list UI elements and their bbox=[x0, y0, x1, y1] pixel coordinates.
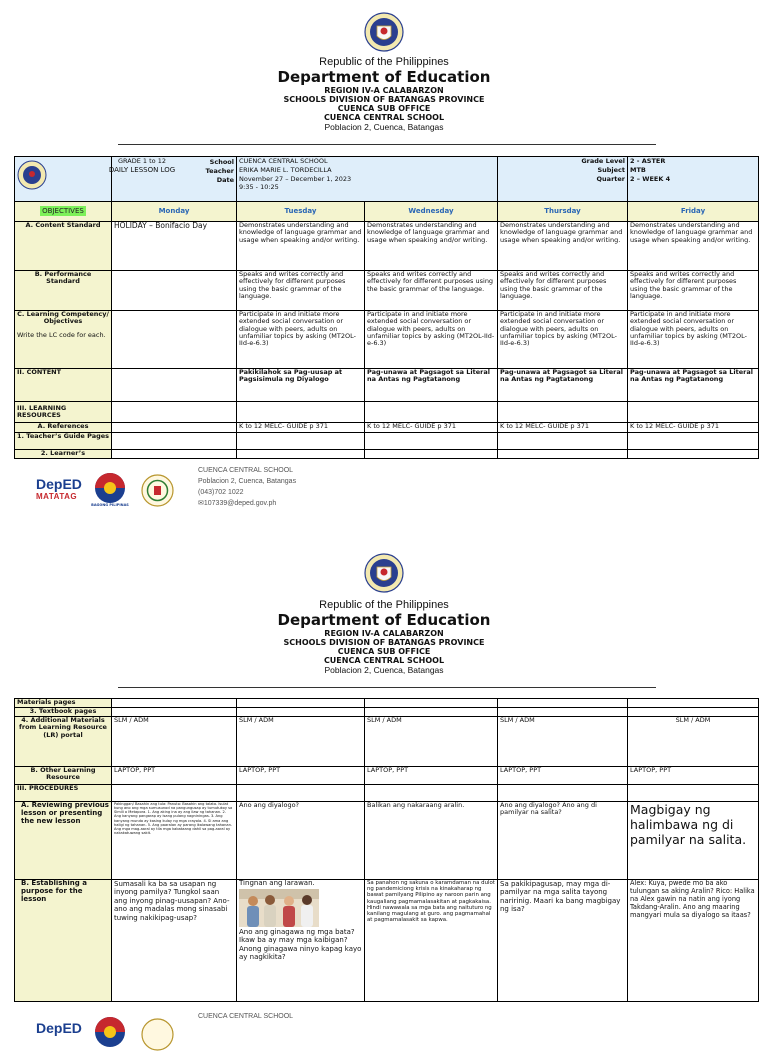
subject-value: MTB bbox=[630, 165, 646, 174]
content-label: II. CONTENT bbox=[15, 369, 112, 402]
lesson-log-table-1 bbox=[14, 156, 759, 459]
time-value: 9:35 - 10:25 bbox=[239, 183, 279, 192]
footer-2 bbox=[0, 1012, 768, 1036]
footer-info-2 bbox=[198, 1012, 293, 1023]
competency-thu: Participate in and initiate more extended social conversation or dialogue with peers, adults on unfamiliar topics by asking (MT2OL-IId-e-6.3) bbox=[498, 311, 628, 369]
department-title-2: Department of Education bbox=[277, 610, 491, 629]
deped-logo-2 bbox=[36, 1020, 86, 1052]
grade-level-label: Grade Level bbox=[581, 157, 625, 165]
learners-label: 2. Learner’s bbox=[15, 450, 112, 459]
bagong-pilipinas-text: BAGONG PILIPINAS bbox=[91, 503, 129, 507]
performance-wed: Speaks and writes correctly and effectively for different purposes using the basic grammar of the language. bbox=[365, 271, 498, 311]
slm-tue: SLM / ADM bbox=[237, 717, 365, 767]
teacher-value: ERIKA MARIE L. TORDECILLA bbox=[239, 165, 332, 174]
school-seal-icon bbox=[17, 160, 47, 190]
competency-note: Write the LC code for each. bbox=[17, 330, 106, 339]
bagong-pilipinas-icon-2 bbox=[90, 1016, 130, 1048]
sub-office-text: CUENCA SUB OFFICE bbox=[337, 104, 431, 114]
resources-row bbox=[15, 402, 759, 423]
laptop-thu: LAPTOP, PPT bbox=[498, 767, 628, 785]
matatag-logo-text: MATATAG bbox=[36, 492, 78, 501]
slm-thu: SLM / ADM bbox=[498, 717, 628, 767]
competency-fri: Participate in and initiate more extended social conversation or dialogue with peers, adults on unfamiliar topics by asking (MT2OL-IId-e-6.3) bbox=[628, 311, 759, 369]
school-value: CUENCA CENTRAL SCHOOL bbox=[239, 157, 328, 165]
additional-materials-row bbox=[15, 717, 759, 767]
footer-address: Poblacion 2, Cuenca, Batangas bbox=[198, 477, 297, 485]
competency-mon bbox=[112, 311, 237, 369]
purpose-wed: Sa panahon ng sakuna o karamdaman na dulot ng pandemiciong krisis na kinakaharap ng bawat pamilyang Pilipino ay naroon parin ang kaugaliang pagmamalasakitan at pagkakaisa. Hindi nawawala sa mga bata ang naituturo ng kanilang magulang at guro. ang pagmamahal at pagmamalasakit sa kapwa. bbox=[365, 880, 498, 1002]
page-2 bbox=[0, 553, 768, 1036]
region-text-2: REGION IV-A CALABARZON bbox=[324, 628, 444, 638]
division-text-2: SCHOOLS DIVISION OF BATANGAS PROVINCE bbox=[283, 638, 485, 648]
address-text: Poblacion 2, Cuenca, Batangas bbox=[324, 121, 444, 132]
footer-email-row bbox=[198, 499, 296, 510]
references-thu: K to 12 MELC- GUIDE p 371 bbox=[498, 423, 628, 433]
bagong-pilipinas-logo-2 bbox=[90, 1016, 130, 1054]
lesson-log-table-2 bbox=[14, 698, 759, 1002]
references-tue: K to 12 MELC- GUIDE p 371 bbox=[237, 423, 365, 433]
performance-row bbox=[15, 271, 759, 311]
reviewing-row bbox=[15, 802, 759, 880]
laptop-fri: LAPTOP, PPT bbox=[628, 767, 759, 785]
procedures-row bbox=[15, 785, 759, 802]
competency-label: C. Learning Competency/ Objectives bbox=[17, 310, 109, 326]
competency-wed: Participate in and initiate more extended social conversation or dialogue with peers, adults on unfamiliar topics by asking (MT2OL-IId-e-6.3) bbox=[365, 311, 498, 369]
performance-thu: Speaks and writes correctly and effectively for different purposes using the basic grammar of the language. bbox=[498, 271, 628, 311]
school-logo-icon bbox=[141, 474, 174, 507]
date-label: Date bbox=[216, 175, 234, 184]
log-title-cell bbox=[108, 157, 237, 202]
procedures-label: III. PROCEDURES bbox=[15, 785, 112, 802]
division-text: SCHOOLS DIVISION OF BATANGAS PROVINCE bbox=[283, 95, 485, 105]
performance-label: B. Performance Standard bbox=[15, 271, 112, 311]
textbook-label: 3. Textbook pages bbox=[15, 708, 112, 717]
purpose-mon: Sumasali ka ba sa usapan ng inyong pamilya? Tungkol saan ang inyong pinag-uusapan? Ano-ano ang madalas mong sinasabi tuwing nakikipag-usap? bbox=[112, 880, 237, 1002]
performance-fri: Speaks and writes correctly and effectively for different purposes using the basic grammar of the language. bbox=[628, 271, 759, 311]
department-title: Department of Education bbox=[277, 67, 491, 86]
school-text-2: CUENCA CENTRAL SCHOOL bbox=[323, 656, 445, 666]
footer-school-2: CUENCA CENTRAL SCHOOL bbox=[198, 1013, 294, 1020]
bagong-pilipinas-icon bbox=[90, 472, 130, 504]
content-standard-tue: Demonstrates understanding and knowledge of language grammar and usage when speaking and/or writing. bbox=[237, 222, 365, 271]
letterhead bbox=[0, 56, 768, 132]
info-values-right bbox=[628, 157, 759, 202]
deped-logo bbox=[36, 476, 86, 508]
quarter-value: 2 – WEEK 4 bbox=[630, 174, 671, 183]
learners-row bbox=[15, 450, 759, 459]
content-standard-wed: Demonstrates understanding and knowledge of language grammar and usage when speaking and/or writing. bbox=[365, 222, 498, 271]
content-tue: Pakikilahok sa Pag-uusap at Pagsisimula ng Diyalogo bbox=[237, 369, 365, 402]
competency-label-cell bbox=[15, 311, 112, 369]
content-thu: Pag-unawa at Pagsagot sa Literal na Antas ng Pagtatanong bbox=[498, 369, 628, 402]
teacher-label: Teacher bbox=[205, 166, 234, 175]
region-text: REGION IV-A CALABARZON bbox=[324, 85, 444, 95]
review-mon: Pakinggan/ Basahin ang tula: Panuto: Basahin ang talata. Isulat kung ano ang mga sumusunod na pangungusap ay tumutukoy sa Simili o Metapora. 1. Ang aking ina ay ang ilaw ng tahanan. 2. Ang kanyang pangarap ay isang pulang nagniningas. 3. Ang kanyang mundo ay kasing kulay ng mga crayola. 4. Si ama ang haligi ng tahanan. 5. Ang paaralan ay parang ikalawang tahanan. Ang mga mag-aaral ay tila mga kabataang dahil sa pag-aaral ay nakakatuwang sakit. bbox=[112, 802, 237, 880]
competency-tue: Participate in and initiate more extended social conversation or dialogue with peers, adults on unfamiliar topics by asking (MT2OL-IId-e-6.3) bbox=[237, 311, 365, 369]
purpose-row bbox=[15, 880, 759, 1002]
school-label: School bbox=[209, 158, 234, 166]
footer-email: 107339@deped.gov.ph bbox=[203, 499, 277, 507]
content-fri: Pag-unawa at Pagsagot sa Literal na Antas ng Pagtatanong bbox=[628, 369, 759, 402]
review-thu: Ano ang diyalogo? Ano ang di pamilyar na salita? bbox=[498, 802, 628, 880]
review-fri: Magbigay ng halimbawa ng di pamilyar na salita. bbox=[628, 802, 759, 880]
holiday-cell: HOLIDAY – Bonifacio Day bbox=[112, 222, 237, 271]
header-divider-2 bbox=[118, 687, 656, 688]
objectives-header: OBJECTIVES bbox=[15, 202, 112, 222]
deped-logo-text: DepED bbox=[36, 476, 82, 492]
day-thursday: Thursday bbox=[498, 202, 628, 222]
day-friday: Friday bbox=[628, 202, 759, 222]
content-standard-fri: Demonstrates understanding and knowledge of language grammar and usage when speaking and/or writing. bbox=[628, 222, 759, 271]
slm-wed: SLM / ADM bbox=[365, 717, 498, 767]
footer-1 bbox=[0, 466, 768, 526]
references-row bbox=[15, 423, 759, 433]
date-value: November 27 – December 1, 2023 bbox=[239, 174, 352, 183]
info-values-left bbox=[237, 157, 498, 202]
school-logo-icon-2 bbox=[141, 1018, 174, 1051]
other-resources-row bbox=[15, 767, 759, 785]
laptop-wed: LAPTOP, PPT bbox=[365, 767, 498, 785]
republic-text-2: Republic of the Philippines bbox=[319, 599, 449, 611]
school-text: CUENCA CENTRAL SCHOOL bbox=[323, 113, 445, 123]
reviewing-label: A. Reviewing previous lesson or presenting the new lesson bbox=[15, 802, 112, 880]
references-fri: K to 12 MELC- GUIDE p 371 bbox=[628, 423, 759, 433]
laptop-tue: LAPTOP, PPT bbox=[237, 767, 365, 785]
mail-icon: ✉ bbox=[198, 499, 204, 507]
slm-fri: SLM / ADM bbox=[628, 717, 759, 767]
additional-label: 4. Additional Materials from Learning Resource (LR) portal bbox=[15, 717, 112, 767]
address-text-2: Poblacion 2, Cuenca, Batangas bbox=[324, 664, 444, 675]
info-labels-left bbox=[206, 158, 234, 184]
competency-row bbox=[15, 311, 759, 369]
deped-seal-icon-2 bbox=[364, 553, 404, 593]
content-standard-thu: Demonstrates understanding and knowledge of language grammar and usage when speaking and/or writing. bbox=[498, 222, 628, 271]
purpose-tue-cell bbox=[237, 880, 365, 1002]
other-resources-label: B. Other Learning Resource bbox=[15, 767, 112, 785]
info-labels-right bbox=[498, 157, 628, 202]
performance-mon bbox=[112, 271, 237, 311]
footer-school: CUENCA CENTRAL SCHOOL bbox=[198, 467, 294, 474]
purpose-label: B. Establishing a purpose for the lesson bbox=[15, 880, 112, 1002]
children-talking-image bbox=[239, 889, 319, 927]
content-row bbox=[15, 369, 759, 402]
log-title: DAILY LESSON LOG bbox=[108, 166, 176, 174]
teachers-guide-row bbox=[15, 433, 759, 450]
day-monday: Monday bbox=[112, 202, 237, 222]
slm-mon: SLM / ADM bbox=[112, 717, 237, 767]
letterhead-2 bbox=[0, 599, 768, 675]
laptop-mon: LAPTOP, PPT bbox=[112, 767, 237, 785]
materials-row bbox=[15, 699, 759, 708]
days-header-row bbox=[15, 202, 759, 222]
review-wed: Balikan ang nakaraang aralin. bbox=[365, 802, 498, 880]
republic-text: Republic of the Philippines bbox=[319, 56, 449, 68]
day-tuesday: Tuesday bbox=[237, 202, 365, 222]
quarter-label: Quarter bbox=[596, 174, 625, 183]
footer-info-1 bbox=[198, 466, 296, 509]
purpose-tue: Ano ang ginagawa ng mga bata? Ikaw ba ay may mga kaibigan? Anong ginagawa ninyo kapag kayo ay nagkikita? bbox=[239, 927, 362, 961]
teachers-guide-label: 1. Teacher’s Guide Pages bbox=[15, 433, 112, 450]
content-wed: Pag-unawa at Pagsagot sa Literal na Antas ng Pagtatanong bbox=[365, 369, 498, 402]
purpose-thu: Sa pakikipagusap, may mga di-pamilyar na mga salita tayong naririnig. Maari ka bang magbigay ng isa? bbox=[498, 880, 628, 1002]
review-tue: Ano ang diyalogo? bbox=[237, 802, 365, 880]
references-label: A. References bbox=[15, 423, 112, 433]
bagong-pilipinas-logo bbox=[90, 472, 130, 510]
resources-label: III. LEARNING RESOURCES bbox=[15, 402, 112, 423]
materials-label: Materials pages bbox=[15, 699, 112, 708]
deped-seal-icon bbox=[364, 12, 404, 52]
content-standard-row bbox=[15, 222, 759, 271]
grade-level-value: 2 - ASTER bbox=[630, 157, 666, 165]
subject-label: Subject bbox=[597, 165, 625, 174]
purpose-tue-intro: Tingnan ang larawan. bbox=[239, 879, 315, 887]
grade-range: GRADE 1 to 12 bbox=[118, 157, 166, 165]
performance-tue: Speaks and writes correctly and effectively for different purposes using the basic grammar of the language. bbox=[237, 271, 365, 311]
sub-office-text-2: CUENCA SUB OFFICE bbox=[337, 647, 431, 657]
references-wed: K to 12 MELC- GUIDE p 371 bbox=[365, 423, 498, 433]
deped-logo-text-2: DepED bbox=[36, 1020, 82, 1036]
purpose-fri: Alex: Kuya, pwede mo ba ako tulungan sa aking Aralin? Rico: Halika na Alex gawin na natin ang iyong Takdang-Aralin. Ano ang maaring mangyari mula sa diyalogo sa itaas? bbox=[628, 880, 759, 1002]
content-standard-label: A. Content Standard bbox=[15, 222, 112, 271]
footer-phone: (043)702 1022 bbox=[198, 488, 244, 496]
header-divider bbox=[118, 144, 656, 145]
content-mon bbox=[112, 369, 237, 402]
day-wednesday: Wednesday bbox=[365, 202, 498, 222]
